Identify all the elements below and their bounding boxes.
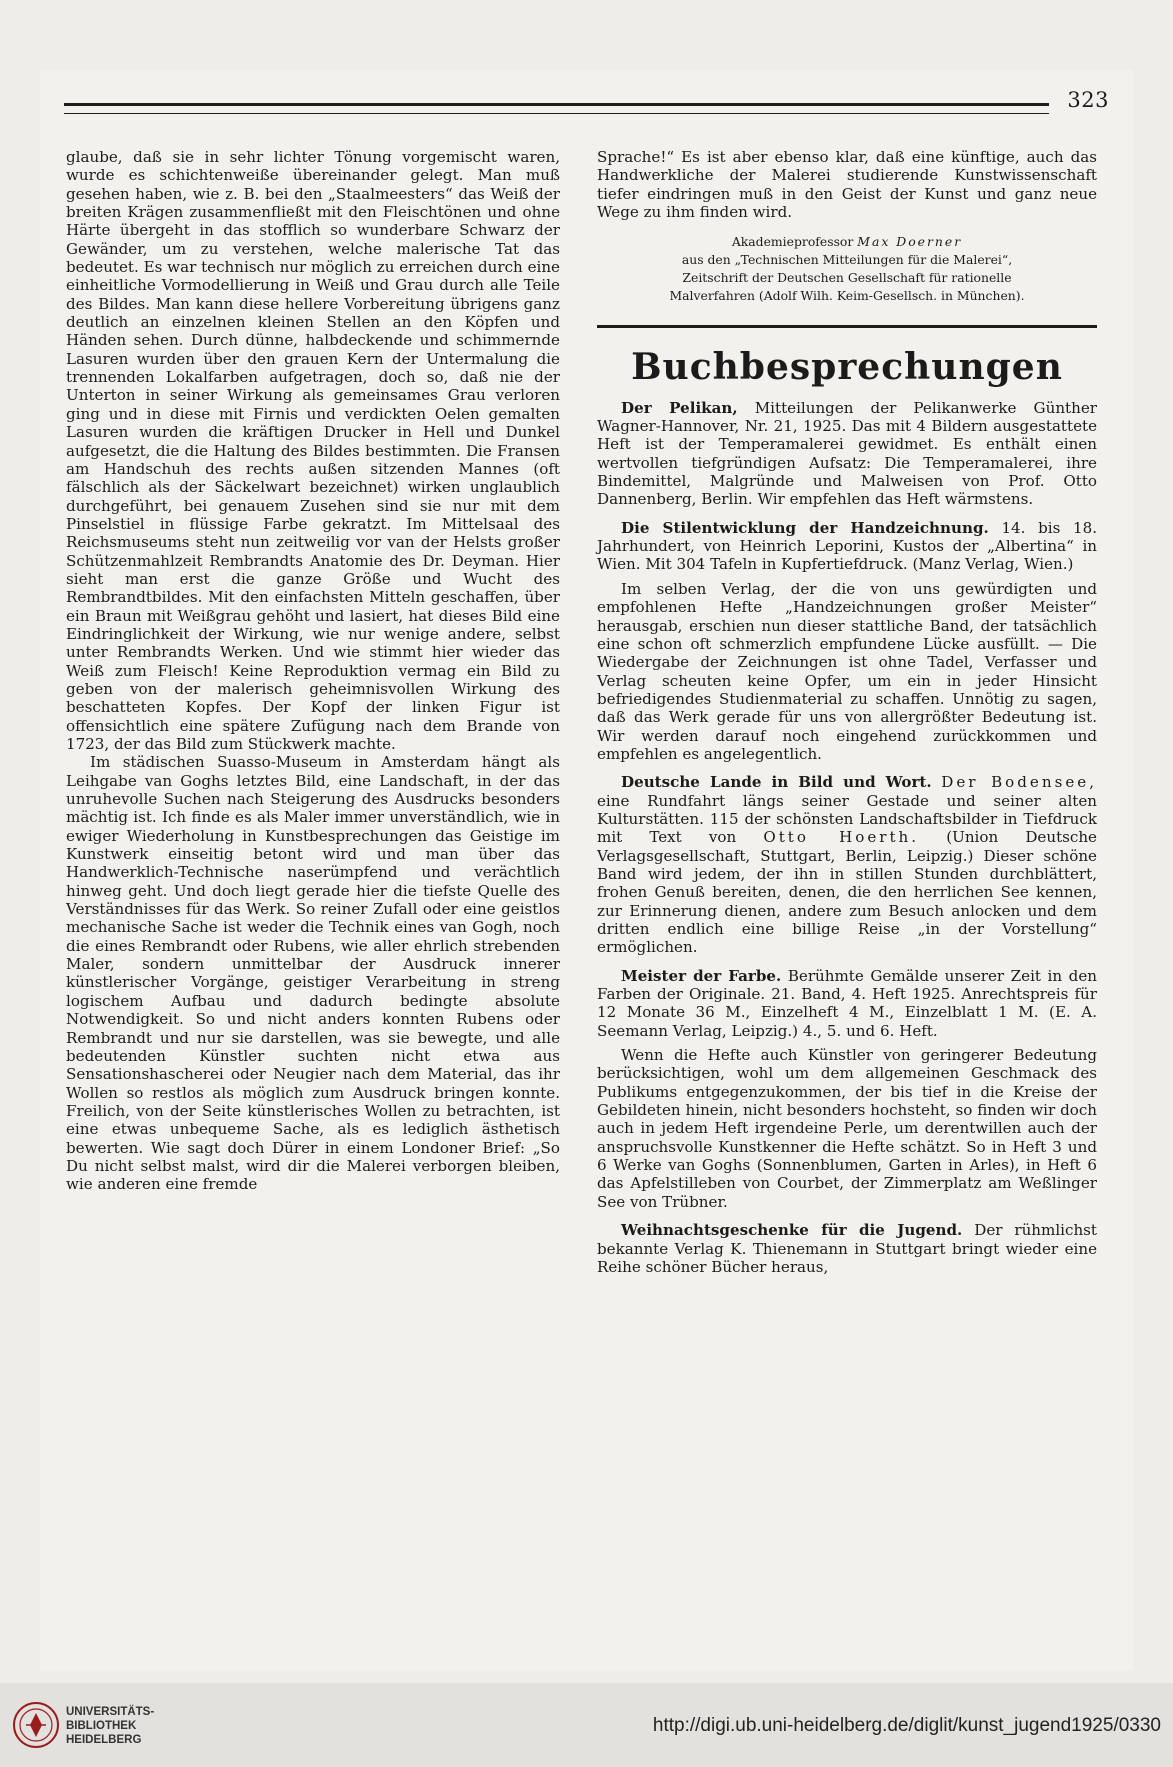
footer-bar (0, 1683, 1173, 1767)
reviews-list (597, 399, 1097, 1276)
credit-author-line: Akademieprofessor Max Doerner (731, 234, 963, 250)
credit-author-name: Max Doerner (857, 234, 963, 250)
credit-line-3: Zeitschrift der Deutschen Gesellschaft für rationelle (682, 270, 1012, 286)
review-stilentwicklung (597, 519, 1097, 574)
review-body: eine Rundfahrt längs seiner Gestade und seiner alten Kulturstätten. 115 der schönsten Landschaftsbilder in Tiefdruck mit Text von (597, 791, 1097, 847)
credit-line-2: aus den „Technischen Mitteilungen für die Malerei“, (681, 252, 1013, 268)
source-url-link[interactable]: http://digi.ub.uni-heidelberg.de/diglit/kunst_jugend1925/0330 (652, 1715, 1161, 1736)
header-rule (64, 103, 1049, 114)
left-column (66, 148, 560, 1194)
review-deutsche-lande (597, 773, 1097, 956)
left-paragraph-1: glaube, daß sie in sehr lichter Tönung vorgemischt waren, wurde es schichtenweiße übereinander gelegt. Man muß gesehen haben, wie z. B. bei den „Staalmeesters“ das Weiß der breiten Krägen zusammenfließt mit den Fleischtönen und ohne Härte übergeht in das stofflich so wunderbare Schwarz der Gewänder, um zu verstehen, welche malerische Tat das bedeutet. Es war technisch nur möglich zu erreichen durch eine einheitliche Vormodellierung in Weiß und Grau durch alle Teile des Bildes. Man kann diese hellere Vorbereitung übrigens ganz deutlich an einzelnen kleinen Stellen an den Köpfen und Händen sehen. Durch dünne, halbdeckende und schimmernde Lasuren wurden über den grauen Kern der Untermalung die trennenden Lokalfarben aufgetragen, doch so, daß nie der Unterton in seiner Wirkung als gemeinsames Grau verloren ging und in diese mit Firnis und verdickten Oelen gemalten Lasuren wurden die kräftigen Drucker in Hell und Dunkel aufgesetzt, die die Haltung des Bildes bestimmten. Die Fransen am Handschuh des rechts außen sitzenden Mannes (oft fälschlich als der Säckelwart bezeichnet) wirken unglaublich durchgeführt, bei genauem Zusehen sind sie nur mit dem Pinselstiel in flüssige Farbe gekratzt. Im Mittelsaal des Reichsmuseums steht nun zeitweilig vor van der Helsts großer Schützenmahlzeit Rembrandts Anatomie des Dr. Deyman. Hier sieht man erst die ganze Größe und Wucht des Rembrandtbildes. Mit den einfachsten Mitteln geschaffen, über ein Braun mit Weißgrau gehöht und lasiert, hat dieses Bild eine Eindringlichkeit der Wirkung, wie nur wenige andere, selbst unter Rembrandts Werken. Und wie stimmt hier wieder das Weiß zum Fleisch! Keine Reproduktion vermag ein Bild zu geben von der malerisch geheimnisvollen Wirkung des beschatteten Kopfes. Der Kopf der linken Figur ist offensichtlich eine spätere Zufügung nach dem Brande von 1723, der das Bild zum Stückwerk machte. (66, 148, 560, 753)
review-continuation: Im selben Verlag, der die von uns gewürdigten und empfohlenen Hefte „Handzeichnungen großer Meister“ herausgab, erschien nun dieser stattliche Band, der tatsächlich eine schon oft schmerzlich empfundene Lücke ausfüllt. — Die Wiedergabe der Zeichnungen ist ohne Tadel, Verfasser und Verlag scheuten keine Opfer, um ein in jeder Hinsicht befriedigendes Studienmaterial zu schaffen. Unnötig zu sagen, daß das Werk gerade für uns von allergrößter Bedeutung ist. Wir werden darauf noch eingehend zurückkommen und empfehlen es angelegentlich. (597, 579, 1097, 763)
review-body: Berühmte Gemälde unserer Zeit in den Farben der Originale. 21. Band, 4. Heft 1925. Anrechtspreis für 12 Monate 36 M., Einzelheft 4 M., Einzelblatt 1 M. (E. A. Seemann Verlag, Leipzig.) 4., 5. und 6. Heft. (597, 966, 1097, 1040)
review-continuation: Wenn die Hefte auch Künstler von geringerer Bedeutung berücksichtigen, wohl um dem allgemeinen Geschmack des Publikums entgegenzukommen, der bis tief in die Kreise der Gebildeten hinein, nicht besonders hochsteht, so finden wir doch auch in jedem Heft irgendeine Perle, um derentwillen auch der anspruchsvolle Kunstkenner die Hefte schätzt. So in Heft 3 und 6 Werke van Goghs (Sonnenblumen, Garten in Arles), in Heft 6 das Apfelstilleben von Courbet, der Zimmerplatz am Weßlinger See von Trübner. (597, 1046, 1097, 1211)
review-pelikan (597, 399, 1097, 509)
right-intro-paragraph: Sprache!“ Es ist aber ebenso klar, daß eine künftige, auch das Handwerkliche der Malerei studierende Kunstwissenschaft tiefer eindringen muß in den Geist der Kunst und ganz neue Wege zu ihm finden wird. (597, 148, 1097, 222)
page-number: 323 (1067, 88, 1109, 112)
left-paragraph-2: Im städischen Suasso-Museum in Amsterdam hängt als Leihgabe van Goghs letztes Bild, eine Landschaft, in der das unruhevolle Suchen nach Steigerung des Ausdrucks besonders mächtig ist. Ich finde es als Maler immer unverständlich, wie in ewiger Wiederholung in Kunstbesprechungen das Geistige im Kunstwerk einseitig betont wird und man über das Handwerklich-Technische naserümpfend und verächtlich hinweg geht. Und doch liegt gerade hier die tiefste Quelle des Verständnisses für das Werk. So reiner Zufall oder eine geistlos mechanische Sache ist weder die Technik eines van Gogh, noch die eines Rembrandt oder Rubens, wie aller ehrlich strebenden Maler, sondern unmittelbar der Ausdruck innerer künstlerischer Vorgänge, geistiger Verarbeitung in streng logischem Aufbau und dadurch bedingte absolute Notwendigkeit. So und nicht anders konnten Rubens oder Rembrandt und nur sie darstellen, was sie bewegte, und alle bedeutenden Künstler suchten nicht etwa aus Sensationshascherei oder Neugier nach dem Material, das ihr Wollen so restlos als möglich zum Ausdruck bringen konnte. Freilich, von der Seite künstlerisches Wollen zu betrachten, ist eine etwas unbequeme Sache, als es lediglich ästhetisch bewerten. Wie sagt doch Dürer in einem Londoner Brief: „So Du nicht selbst malst, wird dir die Malerei verborgen bleiben, wie anderen eine fremde (66, 753, 560, 1194)
review-spaced-text: Der Bodensee, (941, 773, 1097, 792)
section-rule (597, 325, 1097, 328)
right-column (597, 148, 1097, 1276)
review-title: Die Stilentwicklung der Handzeichnung. (621, 518, 989, 537)
review-title: Meister der Farbe. (621, 966, 782, 985)
review-title: Deutsche Lande in Bild und Wort. (621, 773, 932, 792)
review-body: (Union Deutsche Verlagsgesellschaft, Stuttgart, Berlin, Leipzig.) Dieser schöne Band wird jedem, der ihn in stillen Stunden durchblättert, frohen Genuß bereiten, denen, die den herrlichen See kennen, zur Erinnerung dienen, andere zum Besuch anlocken und dem dritten endlich eine billige Reise „in der Vorstellung“ ermöglichen. (597, 828, 1097, 957)
review-weihnachtsgeschenke (597, 1221, 1097, 1276)
article-credit (597, 233, 1097, 305)
credit-line-4: Malverfahren (Adolf Wilh. Keim-Gesellsch. in München). (669, 288, 1025, 304)
review-body: 14. bis 18. Jahrhundert, von Heinrich Leporini, Kustos der „Albertina“ in Wien. Mit 304 Tafeln in Kupfertiefdruck. (Manz Verlag, Wien.) (597, 518, 1098, 574)
review-title: Der Pelikan, (621, 398, 738, 417)
review-spaced-author: Otto Hoerth. (763, 828, 920, 847)
review-body: Der rühmlichst bekannte Verlag K. Thienemann in Stuttgart bringt wieder eine Reihe schöner Bücher heraus, (597, 1221, 1097, 1276)
review-title: Weihnachtsgeschenke für die Jugend. (621, 1221, 963, 1240)
section-heading: Buchbesprechungen (631, 346, 1063, 389)
review-body: Mitteilungen der Pelikanwerke Günther Wagner-Hannover, Nr. 21, 1925. Das mit 4 Bildern ausgestattete Heft ist der Temperamalerei gewidmet. Es enthält einen wertvollen tiefgründigen Aufsatz: Die Temperamalerei, ihre Bindemittel, Malgründe und Malweisen von Prof. Otto Dannenberg, Berlin. Wir empfehlen das Heft wärmstens. (597, 398, 1097, 509)
institution-name: UNIVERSITÄTS- BIBLIOTHEK HEIDELBERG (66, 1706, 155, 1746)
university-seal-icon (12, 1701, 60, 1749)
review-meister-der-farbe (597, 967, 1097, 1040)
